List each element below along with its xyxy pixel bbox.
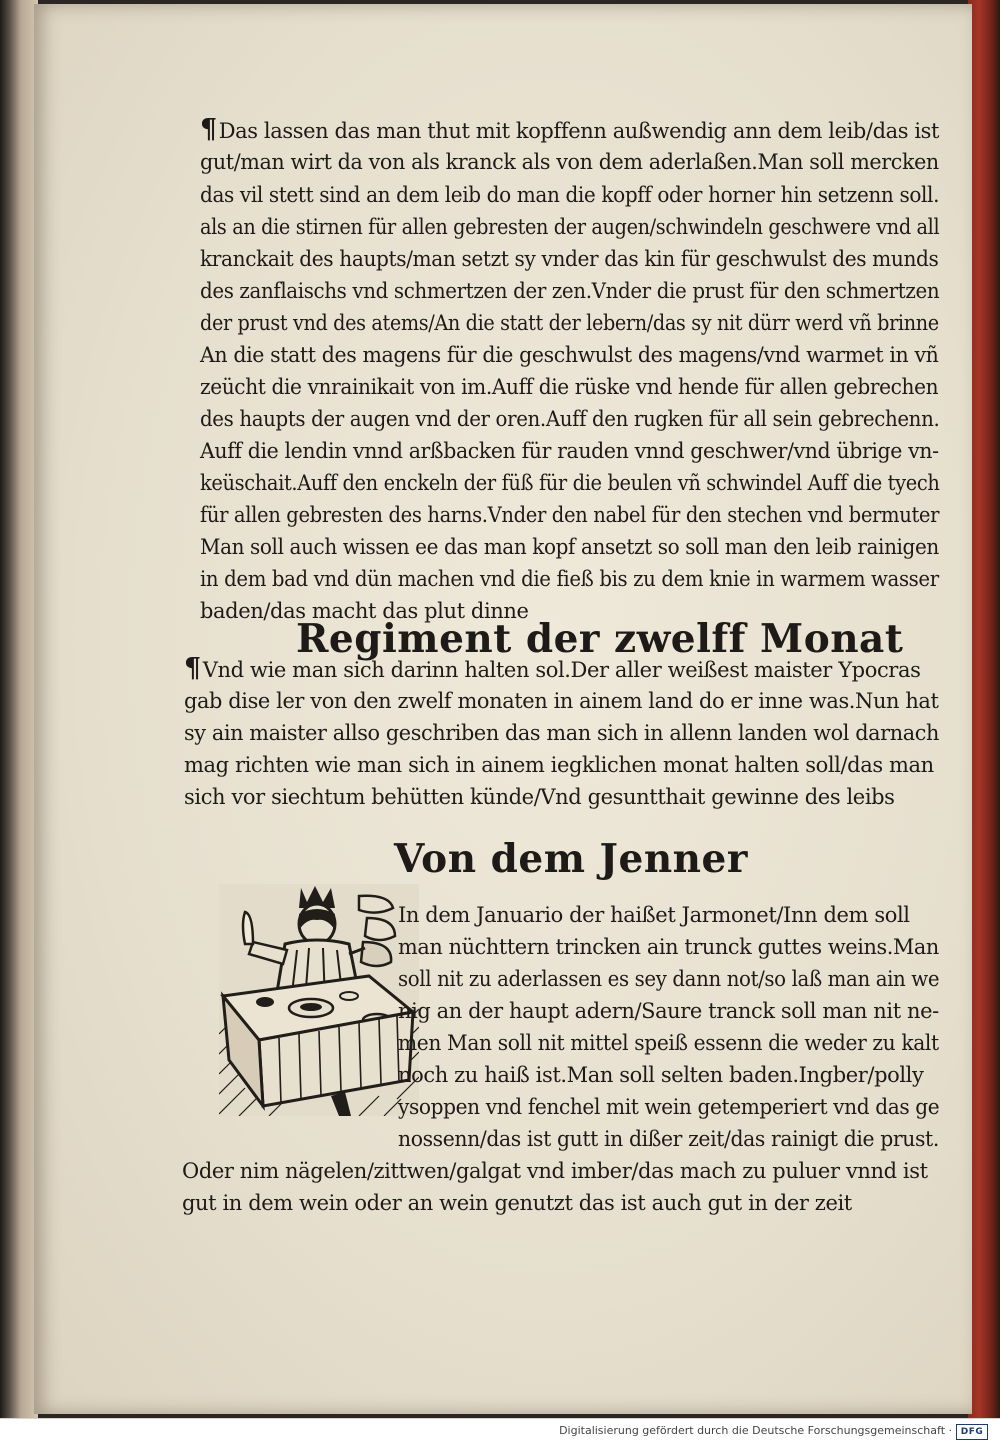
text-line: ¶Vnd wie man sich darinn halten sol.Der aller weißest maister Ypocras (184, 653, 921, 684)
text-line: In dem Januario der haißet Jarmonet/Inn dem soll (398, 903, 910, 927)
text-line: ¶Das lassen das man thut mit kopffenn außwendig ann dem leib/das ist (200, 114, 940, 145)
text-line: sich vor siechtum behütten künde/Vnd gesuntthait gewinne des leibs (184, 785, 895, 809)
text-line: Man soll auch wissen ee das man kopf ansetzt so soll man den leib rainigen (200, 535, 939, 559)
text-line: Oder nim nägelen/zittwen/galgat vnd imber/das mach zu puluer vnnd ist (182, 1159, 928, 1183)
dfg-logo: DFG (956, 1424, 988, 1440)
text-line: gab dise ler von den zwelf monaten in ainem land do er inne was.Nun hat (184, 689, 939, 713)
month-heading: Von dem Jenner (394, 836, 748, 882)
text-line: gut/man wirt da von als kranck als von dem aderlaßen.Man soll mercken (200, 150, 939, 174)
text-line: sy ain maister allso geschriben das man sich in allenn landen wol darnach (184, 721, 939, 745)
text-line: kranckait des haupts/man setzt sy vnder das kin für geschwulst des munds (200, 247, 939, 271)
text-line: nig an der haupt adern/Saure tranck soll man nit ne- (398, 999, 939, 1023)
funding-notice: Digitalisierung gefördert durch die Deutsche Forschungsgemeinschaft · (559, 1424, 952, 1437)
text-line: Auff die lendin vnnd arßbacken für rauden vnnd geschwer/vnd übrige vn- (200, 439, 939, 463)
text-line: mag richten wie man sich in ainem iegklichen monat halten soll/das man (184, 753, 934, 777)
text-line: in dem bad vnd dün machen vnd die fieß bis zu dem knie in warmem wasser (200, 567, 939, 591)
section-heading: Regiment der zwelff Monat (296, 616, 904, 662)
woodcut-illustration (219, 884, 419, 1116)
text-line: ysoppen vnd fenchel mit wein getemperiert vnd das ge (398, 1095, 940, 1119)
book-edge-right (968, 0, 1000, 1418)
text-line: gut in dem wein oder an wein genutzt das ist auch gut in der zeit (182, 1191, 852, 1215)
text-line: des haupts der augen vnd der oren.Auff den rugken für all sein gebrechenn. (200, 407, 940, 431)
text-line: für allen gebresten des harns.Vnder den nabel für den stechen vnd bermuter (200, 503, 940, 527)
text-line: keüschait.Auff den enckeln der füß für die beulen vñ schwindel Auff die tyech (200, 471, 940, 495)
text-line: zeücht die vnrainikait von im.Auff die rüske vnd hende für allen gebrechen (200, 375, 939, 399)
pilcrow-mark: ¶ (184, 653, 201, 684)
text-line: nossenn/das ist gutt in dißer zeit/das rainigt die prust. (398, 1127, 939, 1151)
text-line: der prust vnd des atems/An die statt der lebern/das sy nit dürr werd vñ brinne (200, 311, 939, 335)
text-line: das vil stett sind an dem leib do man die kopff oder horner hin setzenn soll. (200, 183, 940, 207)
text-line: als an die stirnen für allen gebresten der augen/schwindeln geschwere vnd all (200, 215, 940, 239)
text-line: baden/das macht das plut dinne (200, 599, 529, 623)
book-page (34, 4, 972, 1414)
text-line: noch zu haiß ist.Man soll selten baden.Ingber/polly (398, 1063, 924, 1087)
attribution-footer (0, 1418, 1000, 1445)
text-line: man nüchttern trincken ain trunck guttes weins.Man (398, 935, 939, 959)
pilcrow-mark: ¶ (200, 114, 217, 145)
book-edge-left (0, 0, 38, 1418)
text-line: men Man soll nit mittel speiß essenn die weder zu kalt (398, 1031, 939, 1055)
text-line: soll nit zu aderlassen es sey dann not/so laß man ain we (398, 967, 940, 991)
text-line: des zanflaischs vnd schmertzen der zen.Vnder die prust für den schmertzen (200, 279, 940, 303)
text-line: An die statt des magens für die geschwulst des magens/vnd warmet in vñ (200, 343, 939, 367)
